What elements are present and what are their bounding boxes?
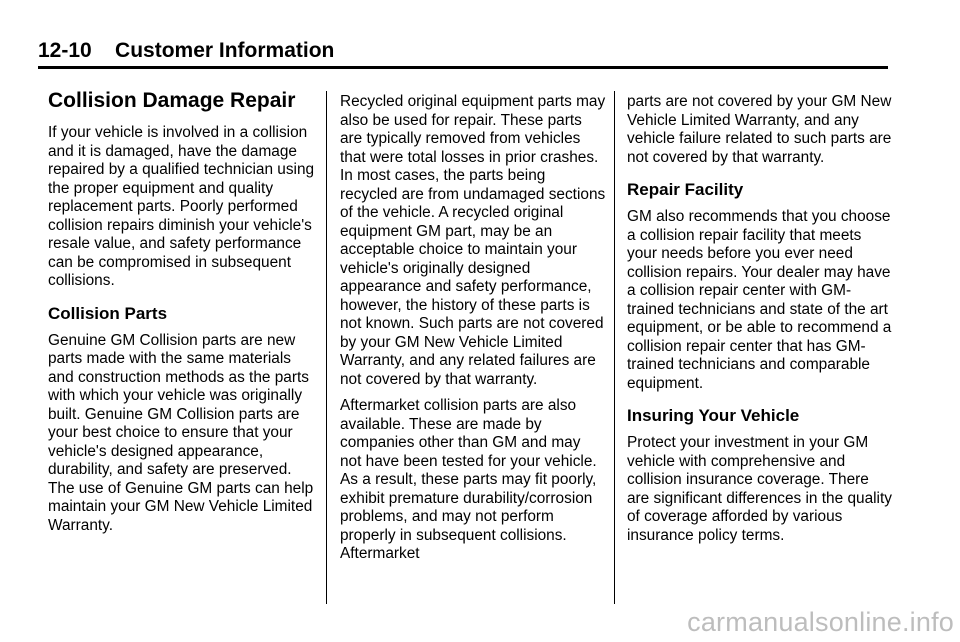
column-2 <box>340 93 606 572</box>
watermark-text: carmanualsonline.info <box>687 607 954 637</box>
paragraph-aftermarket-warranty: parts are not covered by your GM New Vehicle Limited Warranty, and any vehicle failure related to such parts are not covered by that warranty. <box>627 93 892 166</box>
paragraph-collision-damage-intro: If your vehicle is involved in a collision and it is damaged, have the damage repaired by a qualified technician using the proper equipment and quality replacement parts. Poorly performed collision repairs diminish your vehicle's resale value, and safety performance can be compromised in subsequent collisions. <box>48 124 315 289</box>
subheading-repair-facility: Repair Facility <box>627 180 744 199</box>
subheading-insuring-your-vehicle: Insuring Your Vehicle <box>627 406 800 425</box>
paragraph-genuine-gm-parts: Genuine GM Collision parts are new parts made with the same materials and construction methods as the parts with which your vehicle was originally built. Genuine GM Collision parts are your best choice to ensure that your vehicle's designed appearance, durability, and safety are preserved. The use of Genuine GM parts can help maintain your GM New Vehicle Limited Warranty. <box>48 331 314 534</box>
page-label: 12-10 Customer Information <box>38 39 335 62</box>
column-1 <box>48 88 316 543</box>
page-header <box>38 38 888 68</box>
header-rule <box>38 66 888 69</box>
column-divider-1 <box>326 91 327 604</box>
column-divider-2 <box>614 91 615 604</box>
paragraph-recycled-parts: Recycled original equipment parts may also be used for repair. These parts are typically removed from vehicles that were total losses in prior crashes. In most cases, the parts being recycled are from undamaged sections of the vehicle. A recycled original equipment GM part, may be an acceptable choice to maintain your vehicle's originally designed appearance and safety performance, however, the history of these parts is not known. Such parts are not covered by your GM New Vehicle Limited Warranty, and any related failures are not covered by that warranty. <box>340 93 606 388</box>
section-title-collision-damage-repair: Collision Damage Repair <box>48 89 296 112</box>
paragraph-repair-facility: GM also recommends that you choose a collision repair facility that meets your needs before you ever need collision repairs. Your dealer may have a collision repair center with GM-trained technicians and state of the art equipment, or be able to recommend a collision repair center that has GM-trained technicians and comparable equipment. <box>627 208 892 392</box>
column-3 <box>627 93 895 553</box>
subheading-collision-parts: Collision Parts <box>48 303 168 323</box>
paragraph-insurance: Protect your investment in your GM vehicle with comprehensive and collision insurance coverage. There are significant differences in the quality of coverage afforded by various insurance policy terms. <box>627 434 892 544</box>
paragraph-aftermarket-parts: Aftermarket collision parts are also available. These are made by companies other than GM and may not have been tested for your vehicle. As a result, these parts may fit poorly, exhibit premature durability/corrosion problems, and may not perform properly in subsequent collisions. Aftermarket <box>340 397 597 562</box>
